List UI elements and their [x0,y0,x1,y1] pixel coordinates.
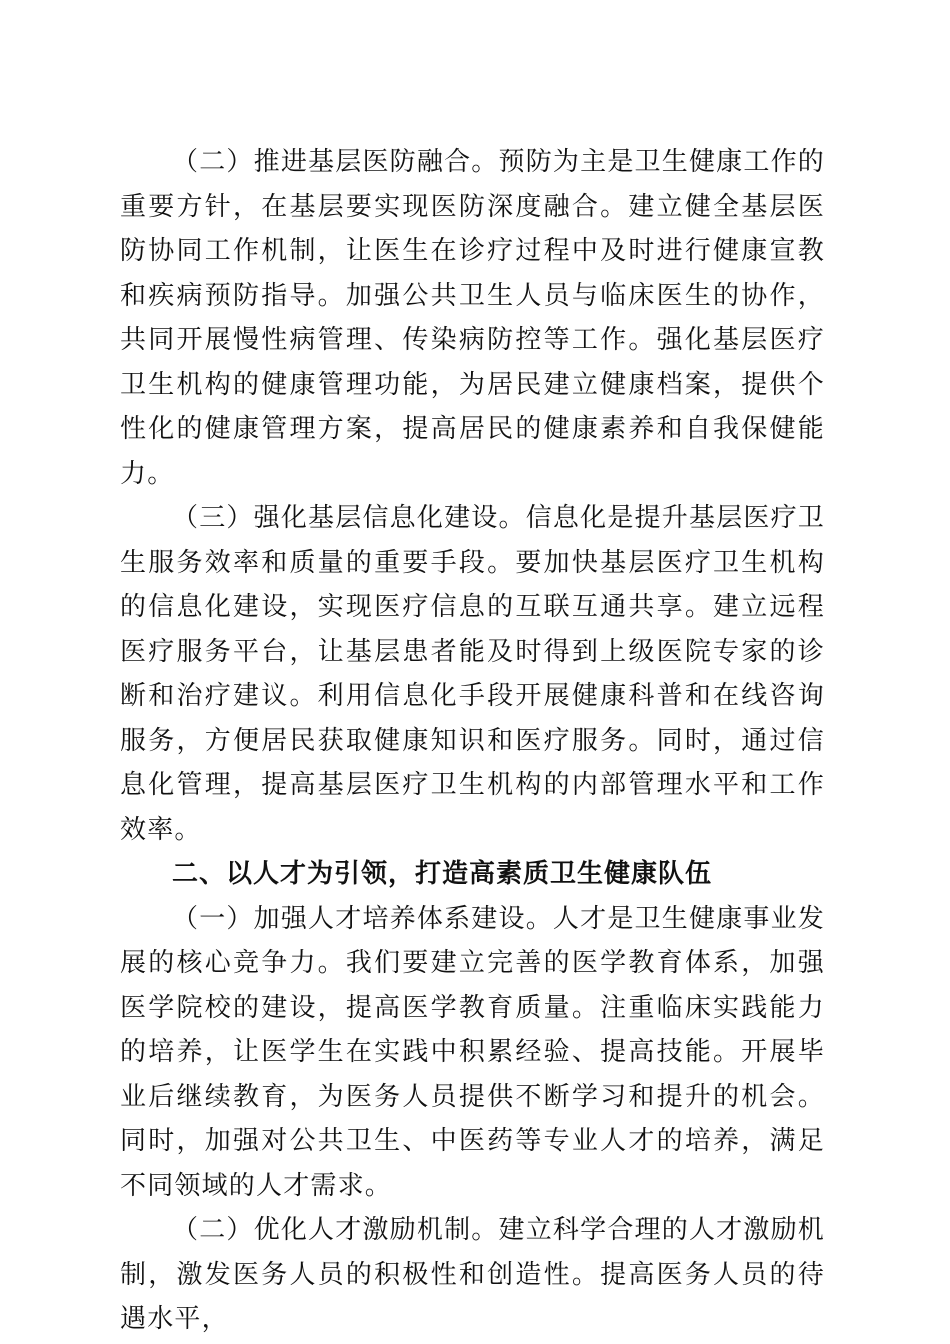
paragraph-text: 预防为主是卫生健康工作的重要方针，在基层要实现医防深度融合。建立健全基层医防协同工作机制，让医生在诊疗过程中及时进行健康宣教和疾病预防指导。加强公共卫生人员与临床医生的协作，共同开展慢性病管理、传染病防控等工作。强化基层医疗卫生机构的健康管理功能，为居民建立健康档案，提供个性化的健康管理方案，提高居民的健康素养和自我保健能力。 [120,147,825,489]
paragraph-lead: （一）加强人才培养体系建设。 [172,903,553,934]
paragraph-lead: （二）优化人才激励机制。 [172,1215,499,1245]
paragraph-informatization [120,496,825,852]
section-heading: 二、以人才为引领，打造高素质卫生健康队伍 [172,859,713,889]
paragraph-text: 人才是卫生健康事业发展的核心竞争力。我们要建立完善的医学教育体系，加强医学院校的建设，提高医学教育质量。注重临床实践能力的培养，让医学生在实践中积累经验、提高技能。开展毕业后继续教育，为医务人员提供不断学习和提升的机会。同时，加强对公共卫生、中医药等专业人才的培养，满足不同领域的人才需求。 [120,903,825,1201]
paragraph-text: 信息化是提升基层医疗卫生服务效率和质量的重要手段。要加快基层医疗卫生机构的信息化建设，实现医疗信息的互联互通共享。建立远程医疗服务平台，让基层患者能及时得到上级医院专家的诊断和治疗建议。利用信息化手段开展健康科普和在线咨询服务，方便居民获取健康知识和医疗服务。同时，通过信息化管理，提高基层医疗卫生机构的内部管理水平和工作效率。 [120,503,826,845]
paragraph-talent-training [120,897,825,1209]
document-body [120,140,825,1342]
paragraph-grassroots-integration [120,140,825,496]
paragraph-lead: （三）强化基层信息化建设。 [172,503,526,533]
paragraph-text: 建立科学合理的人才激励机制，激发医务人员的积极性和创造性。提高医务人员的待遇水平， [120,1215,825,1334]
paragraph-talent-incentives [120,1208,825,1342]
paragraph-lead: （二）推进基层医防融合。 [172,147,499,177]
